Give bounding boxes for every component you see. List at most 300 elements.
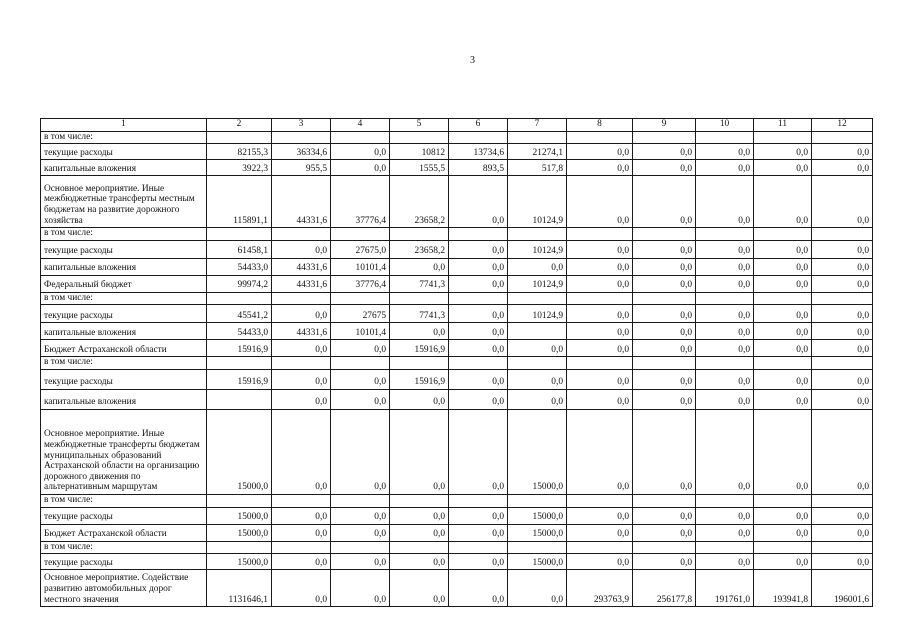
row-label: капитальные вложения (41, 323, 207, 340)
value-cell: 293763,9 (567, 570, 633, 607)
row-label: в том числе: (41, 541, 207, 554)
value-cell (696, 357, 754, 370)
value-cell: 0,0 (633, 369, 696, 389)
value-cell: 0,0 (812, 160, 873, 176)
value-cell: 0,0 (331, 554, 390, 570)
value-cell: 0,0 (633, 524, 696, 541)
value-cell: 15000,0 (508, 409, 567, 494)
value-cell: 0,0 (331, 389, 390, 409)
table-row (41, 144, 873, 160)
value-cell (812, 292, 873, 305)
table-row (41, 570, 873, 607)
page-number: 3 (470, 55, 475, 66)
value-cell: 99974,2 (207, 275, 272, 292)
value-cell: 0,0 (390, 323, 449, 340)
value-cell: 256177,8 (633, 570, 696, 607)
header-row (41, 119, 873, 132)
row-label: Основное мероприятие. Иные межбюджетные трансферты бюджетам муниципальных образований Астраханской области на организацию дорожного движения по альтернативным маршрутам (41, 409, 207, 494)
value-cell: 7741,3 (390, 275, 449, 292)
value-cell: 196001,6 (812, 570, 873, 607)
row-label: капитальные вложения (41, 160, 207, 176)
value-cell: 54433,0 (207, 323, 272, 340)
value-cell: 15916,9 (207, 340, 272, 357)
value-cell: 44331,6 (272, 323, 331, 340)
value-cell: 61458,1 (207, 240, 272, 258)
value-cell: 0,0 (754, 160, 812, 176)
value-cell (508, 541, 567, 554)
value-cell (754, 494, 812, 507)
value-cell: 15916,9 (390, 340, 449, 357)
value-cell: 7741,3 (390, 305, 449, 323)
value-cell: 0,0 (390, 554, 449, 570)
value-cell: 37776,4 (331, 275, 390, 292)
subheading-row (41, 541, 873, 554)
table-row (41, 340, 873, 357)
value-cell: 0,0 (449, 389, 508, 409)
value-cell: 0,0 (754, 258, 812, 275)
value-cell: 0,0 (272, 409, 331, 494)
value-cell: 27675,0 (331, 240, 390, 258)
value-cell: 0,0 (754, 409, 812, 494)
value-cell (207, 357, 272, 370)
row-label: Основное мероприятие. Иные межбюджетные трансферты местным бюджетам на развитие дорожного хозяйства (41, 176, 207, 228)
value-cell: 0,0 (449, 340, 508, 357)
value-cell: 0,0 (567, 323, 633, 340)
subheading-row (41, 228, 873, 241)
value-cell (207, 541, 272, 554)
value-cell: 0,0 (812, 275, 873, 292)
header-cell: 7 (508, 119, 567, 132)
value-cell: 15000,0 (508, 554, 567, 570)
value-cell: 0,0 (272, 240, 331, 258)
subheading-row (41, 292, 873, 305)
row-label: в том числе: (41, 494, 207, 507)
value-cell: 0,0 (754, 369, 812, 389)
value-cell: 955,5 (272, 160, 331, 176)
header-cell: 4 (331, 119, 390, 132)
value-cell (567, 228, 633, 241)
value-cell: 0,0 (331, 507, 390, 524)
header-cell: 11 (754, 119, 812, 132)
value-cell: 0,0 (754, 340, 812, 357)
value-cell: 0,0 (633, 240, 696, 258)
row-label: текущие расходы (41, 240, 207, 258)
value-cell: 0,0 (696, 240, 754, 258)
value-cell (633, 357, 696, 370)
value-cell: 0,0 (331, 570, 390, 607)
value-cell (331, 131, 390, 144)
value-cell: 15000,0 (207, 507, 272, 524)
value-cell (696, 292, 754, 305)
value-cell (508, 323, 567, 340)
value-cell (754, 228, 812, 241)
value-cell: 15916,9 (207, 369, 272, 389)
value-cell: 0,0 (754, 305, 812, 323)
row-label: текущие расходы (41, 507, 207, 524)
value-cell: 0,0 (449, 176, 508, 228)
value-cell: 0,0 (812, 340, 873, 357)
row-label: текущие расходы (41, 554, 207, 570)
value-cell: 0,0 (812, 176, 873, 228)
value-cell: 0,0 (754, 275, 812, 292)
value-cell: 0,0 (508, 258, 567, 275)
table-row (41, 524, 873, 541)
table-row (41, 554, 873, 570)
value-cell: 0,0 (449, 240, 508, 258)
value-cell: 0,0 (272, 340, 331, 357)
value-cell (272, 131, 331, 144)
value-cell: 0,0 (390, 570, 449, 607)
value-cell: 0,0 (331, 340, 390, 357)
subheading-row (41, 494, 873, 507)
value-cell (508, 292, 567, 305)
value-cell: 0,0 (812, 507, 873, 524)
header-cell: 1 (41, 119, 207, 132)
value-cell: 517,8 (508, 160, 567, 176)
value-cell: 893,5 (449, 160, 508, 176)
value-cell: 0,0 (754, 176, 812, 228)
value-cell: 15000,0 (207, 554, 272, 570)
value-cell: 0,0 (696, 144, 754, 160)
value-cell (331, 494, 390, 507)
header-cell: 3 (272, 119, 331, 132)
value-cell (272, 357, 331, 370)
value-cell: 0,0 (449, 507, 508, 524)
table-row (41, 176, 873, 228)
value-cell: 0,0 (633, 144, 696, 160)
value-cell: 0,0 (449, 369, 508, 389)
value-cell: 0,0 (812, 305, 873, 323)
value-cell: 0,0 (272, 524, 331, 541)
value-cell (390, 541, 449, 554)
value-cell: 10101,4 (331, 258, 390, 275)
value-cell: 0,0 (633, 323, 696, 340)
value-cell: 115891,1 (207, 176, 272, 228)
value-cell (390, 357, 449, 370)
value-cell (449, 541, 508, 554)
value-cell: 0,0 (812, 554, 873, 570)
value-cell (567, 131, 633, 144)
value-cell: 0,0 (754, 507, 812, 524)
value-cell: 10124,9 (508, 305, 567, 323)
value-cell: 0,0 (331, 160, 390, 176)
value-cell (331, 357, 390, 370)
value-cell (272, 541, 331, 554)
header-cell: 8 (567, 119, 633, 132)
value-cell: 0,0 (696, 340, 754, 357)
value-cell: 0,0 (449, 524, 508, 541)
value-cell (696, 228, 754, 241)
value-cell: 0,0 (567, 144, 633, 160)
value-cell (508, 357, 567, 370)
value-cell: 0,0 (696, 524, 754, 541)
table-row (41, 258, 873, 275)
value-cell: 0,0 (272, 389, 331, 409)
value-cell (390, 228, 449, 241)
row-label: Бюджет Астраханской области (41, 524, 207, 541)
row-label: текущие расходы (41, 144, 207, 160)
value-cell: 15000,0 (207, 409, 272, 494)
value-cell: 0,0 (449, 570, 508, 607)
value-cell: 0,0 (754, 240, 812, 258)
value-cell: 0,0 (390, 409, 449, 494)
value-cell: 10124,9 (508, 275, 567, 292)
value-cell: 0,0 (696, 369, 754, 389)
value-cell (207, 131, 272, 144)
value-cell: 0,0 (272, 369, 331, 389)
value-cell: 3922,3 (207, 160, 272, 176)
table-row (41, 305, 873, 323)
value-cell (754, 357, 812, 370)
value-cell: 15916,9 (390, 369, 449, 389)
row-label: капитальные вложения (41, 258, 207, 275)
value-cell: 37776,4 (331, 176, 390, 228)
value-cell: 0,0 (754, 389, 812, 409)
value-cell: 0,0 (272, 507, 331, 524)
value-cell (390, 494, 449, 507)
value-cell (633, 541, 696, 554)
value-cell: 0,0 (696, 275, 754, 292)
row-label: капитальные вложения (41, 389, 207, 409)
value-cell: 0,0 (567, 275, 633, 292)
value-cell: 0,0 (508, 389, 567, 409)
subheading-row (41, 357, 873, 370)
value-cell: 0,0 (567, 176, 633, 228)
row-label: Бюджет Астраханской области (41, 340, 207, 357)
value-cell: 0,0 (567, 409, 633, 494)
value-cell: 44331,6 (272, 258, 331, 275)
value-cell: 191761,0 (696, 570, 754, 607)
value-cell: 0,0 (567, 524, 633, 541)
value-cell: 0,0 (567, 258, 633, 275)
value-cell: 0,0 (449, 323, 508, 340)
table-row (41, 275, 873, 292)
header-cell: 10 (696, 119, 754, 132)
value-cell: 0,0 (696, 389, 754, 409)
value-cell (633, 494, 696, 507)
value-cell: 0,0 (754, 554, 812, 570)
table-row (41, 240, 873, 258)
value-cell (633, 131, 696, 144)
value-cell: 0,0 (390, 507, 449, 524)
value-cell: 0,0 (449, 409, 508, 494)
table-row (41, 409, 873, 494)
value-cell: 0,0 (449, 554, 508, 570)
value-cell: 0,0 (696, 323, 754, 340)
value-cell: 10124,9 (508, 240, 567, 258)
value-cell: 0,0 (449, 258, 508, 275)
value-cell: 15000,0 (508, 524, 567, 541)
value-cell: 0,0 (812, 240, 873, 258)
value-cell: 23658,2 (390, 240, 449, 258)
value-cell: 0,0 (696, 554, 754, 570)
value-cell: 82155,3 (207, 144, 272, 160)
value-cell: 0,0 (812, 524, 873, 541)
value-cell (390, 292, 449, 305)
table-row (41, 507, 873, 524)
value-cell: 0,0 (390, 389, 449, 409)
value-cell: 0,0 (508, 570, 567, 607)
value-cell (272, 494, 331, 507)
value-cell: 0,0 (696, 305, 754, 323)
value-cell: 0,0 (567, 369, 633, 389)
header-cell: 6 (449, 119, 508, 132)
value-cell: 0,0 (331, 144, 390, 160)
value-cell: 23658,2 (390, 176, 449, 228)
value-cell (207, 292, 272, 305)
value-cell (754, 131, 812, 144)
value-cell: 45541,2 (207, 305, 272, 323)
value-cell (207, 494, 272, 507)
value-cell (207, 389, 272, 409)
value-cell: 0,0 (567, 554, 633, 570)
value-cell (567, 494, 633, 507)
value-cell: 0,0 (812, 369, 873, 389)
value-cell (633, 228, 696, 241)
value-cell: 21274,1 (508, 144, 567, 160)
value-cell: 193941,8 (754, 570, 812, 607)
value-cell: 0,0 (633, 305, 696, 323)
value-cell (449, 292, 508, 305)
header-cell: 12 (812, 119, 873, 132)
value-cell (508, 494, 567, 507)
header-cell: 9 (633, 119, 696, 132)
table-row (41, 323, 873, 340)
value-cell: 0,0 (754, 144, 812, 160)
value-cell (812, 494, 873, 507)
value-cell: 0,0 (508, 369, 567, 389)
row-label: текущие расходы (41, 305, 207, 323)
value-cell (449, 131, 508, 144)
row-label: в том числе: (41, 131, 207, 144)
value-cell: 0,0 (633, 409, 696, 494)
value-cell (812, 541, 873, 554)
value-cell: 0,0 (696, 258, 754, 275)
value-cell: 36334,6 (272, 144, 331, 160)
value-cell (331, 292, 390, 305)
header-cell: 5 (390, 119, 449, 132)
value-cell: 0,0 (567, 507, 633, 524)
value-cell: 13734,6 (449, 144, 508, 160)
value-cell: 44331,6 (272, 275, 331, 292)
row-label: в том числе: (41, 228, 207, 241)
value-cell (331, 541, 390, 554)
value-cell: 0,0 (812, 258, 873, 275)
value-cell: 1131646,1 (207, 570, 272, 607)
value-cell (754, 292, 812, 305)
value-cell: 10124,9 (508, 176, 567, 228)
value-cell: 0,0 (754, 524, 812, 541)
table-row (41, 389, 873, 409)
value-cell: 0,0 (633, 340, 696, 357)
row-label: в том числе: (41, 292, 207, 305)
table-row (41, 369, 873, 389)
value-cell (567, 357, 633, 370)
value-cell (449, 228, 508, 241)
value-cell (696, 494, 754, 507)
value-cell: 0,0 (633, 275, 696, 292)
value-cell (272, 228, 331, 241)
value-cell: 0,0 (567, 240, 633, 258)
value-cell: 0,0 (812, 144, 873, 160)
value-cell: 0,0 (696, 507, 754, 524)
value-cell: 15000,0 (508, 507, 567, 524)
value-cell: 0,0 (272, 554, 331, 570)
value-cell: 0,0 (633, 258, 696, 275)
value-cell: 0,0 (567, 389, 633, 409)
value-cell (449, 494, 508, 507)
value-cell: 0,0 (754, 323, 812, 340)
value-cell (812, 228, 873, 241)
value-cell: 0,0 (696, 409, 754, 494)
value-cell: 0,0 (812, 323, 873, 340)
value-cell: 44331,6 (272, 176, 331, 228)
value-cell (633, 292, 696, 305)
value-cell: 0,0 (633, 389, 696, 409)
value-cell: 0,0 (331, 524, 390, 541)
value-cell (331, 228, 390, 241)
value-cell: 0,0 (508, 340, 567, 357)
value-cell: 0,0 (331, 369, 390, 389)
value-cell: 0,0 (272, 305, 331, 323)
subheading-row (41, 131, 873, 144)
value-cell: 0,0 (812, 409, 873, 494)
row-label: текущие расходы (41, 369, 207, 389)
header-cell: 2 (207, 119, 272, 132)
value-cell: 0,0 (390, 524, 449, 541)
value-cell: 0,0 (696, 160, 754, 176)
value-cell: 0,0 (567, 340, 633, 357)
value-cell: 0,0 (696, 176, 754, 228)
value-cell: 1555,5 (390, 160, 449, 176)
value-cell: 0,0 (449, 275, 508, 292)
value-cell (508, 131, 567, 144)
value-cell (812, 357, 873, 370)
row-label: Федеральный бюджет (41, 275, 207, 292)
value-cell (508, 228, 567, 241)
value-cell: 15000,0 (207, 524, 272, 541)
value-cell (696, 541, 754, 554)
value-cell (390, 131, 449, 144)
value-cell (754, 541, 812, 554)
table-row (41, 160, 873, 176)
value-cell (567, 292, 633, 305)
value-cell (449, 357, 508, 370)
value-cell: 0,0 (390, 258, 449, 275)
value-cell: 10812 (390, 144, 449, 160)
value-cell: 0,0 (633, 554, 696, 570)
value-cell: 0,0 (272, 570, 331, 607)
value-cell (207, 228, 272, 241)
budget-table (40, 118, 873, 607)
row-label: Основное мероприятие. Содействие развитию автомобильных дорог местного значения (41, 570, 207, 607)
value-cell: 54433,0 (207, 258, 272, 275)
value-cell: 0,0 (567, 160, 633, 176)
value-cell (696, 131, 754, 144)
value-cell: 0,0 (567, 305, 633, 323)
value-cell: 0,0 (633, 160, 696, 176)
value-cell (272, 292, 331, 305)
value-cell: 0,0 (633, 507, 696, 524)
value-cell: 0,0 (633, 176, 696, 228)
value-cell: 0,0 (331, 409, 390, 494)
value-cell: 0,0 (449, 305, 508, 323)
row-label: в том числе: (41, 357, 207, 370)
value-cell (567, 541, 633, 554)
value-cell: 10101,4 (331, 323, 390, 340)
value-cell: 27675 (331, 305, 390, 323)
value-cell (812, 131, 873, 144)
